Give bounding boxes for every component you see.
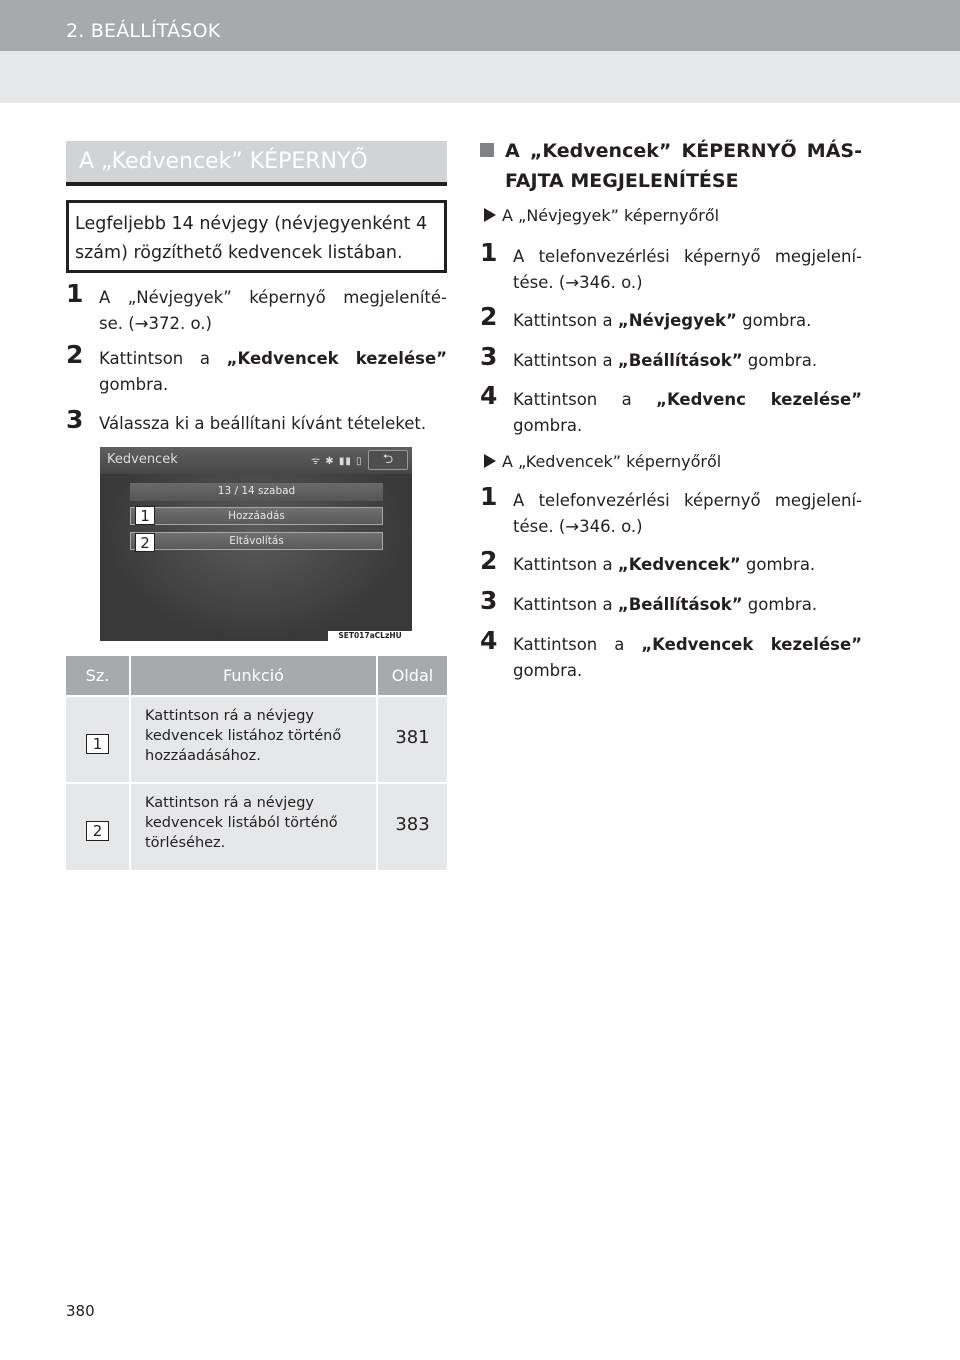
step-text-line1: Kattintson a „Beállítások” gombra. xyxy=(513,595,818,614)
image-code: SET017aCLzHU xyxy=(328,631,412,641)
step-number: 3 xyxy=(66,405,84,434)
chapter-title: 2. BEÁLLÍTÁSOK xyxy=(66,20,221,42)
section-title xyxy=(66,141,447,186)
row-function: Kattintson rá a névjegy kedvencek listából történő törléséhez. xyxy=(130,783,377,870)
step-text-line2: gombra. xyxy=(99,375,169,394)
step-text-line1: Kattintson a „Kedvencek kezelése” xyxy=(513,635,862,654)
step-text-line2: se. (→372. o.) xyxy=(99,314,212,333)
left-step-2 xyxy=(66,340,447,398)
right-g1-step-1 xyxy=(480,238,862,296)
status-icons: ᯤ ✱ ▮▮ ▯ xyxy=(311,456,363,467)
screen-header xyxy=(100,447,412,474)
step-text-line1: Kattintson a „Névjegyek” gombra. xyxy=(513,311,812,330)
button-name: „Kedvencek kezelése” xyxy=(641,635,862,654)
remove-button[interactable]: Eltávolítás xyxy=(130,532,383,550)
callout-2: 2 xyxy=(135,533,155,552)
step-text-line1: Válassza ki a beállítani kívánt tételeket. xyxy=(99,414,427,433)
screen-body xyxy=(100,474,412,641)
right-g1-step-4 xyxy=(480,381,862,439)
back-arrow-icon[interactable]: ⮌ xyxy=(368,450,408,470)
header-no: Sz. xyxy=(66,656,130,696)
button-name: „Beállítások” xyxy=(617,595,743,614)
row-page: 383 xyxy=(377,783,447,870)
row-number: 1 xyxy=(86,734,109,754)
triangle-arrow-icon xyxy=(484,208,496,222)
row-page: 381 xyxy=(377,696,447,783)
step-text-line1: Kattintson a „Kedvencek” gombra. xyxy=(513,555,816,574)
header-function: Funkció xyxy=(130,656,377,696)
function-table xyxy=(66,656,447,870)
row-function: Kattintson rá a névjegy kedvencek listához történő hozzáadásához. xyxy=(130,696,377,783)
button-name: „Kedvenc kezelése” xyxy=(656,390,862,409)
header-page: Oldal xyxy=(377,656,447,696)
right-g2-step-3 xyxy=(480,586,862,618)
button-name: „Kedvencek kezelése” xyxy=(226,349,447,368)
subsection-heading xyxy=(480,136,862,196)
step-text-line1: Kattintson a „Kedvencek kezelése” xyxy=(99,349,447,368)
header-sub-bar xyxy=(0,51,960,103)
step-text-line2: gombra. xyxy=(513,661,583,680)
callout-1: 1 xyxy=(135,506,155,525)
step-number: 3 xyxy=(480,586,498,615)
left-step-3 xyxy=(66,405,447,437)
add-button[interactable]: Hozzáadás xyxy=(130,507,383,525)
step-number: 3 xyxy=(480,342,498,371)
step-number: 2 xyxy=(480,302,498,331)
button-name: „Névjegyek” xyxy=(617,311,737,330)
triangle-arrow-icon xyxy=(484,454,496,468)
step-number: 4 xyxy=(480,381,498,410)
button-name: „Kedvencek” xyxy=(617,555,741,574)
left-step-1 xyxy=(66,279,447,337)
step-number: 4 xyxy=(480,626,498,655)
step-text-line2: tése. (→346. o.) xyxy=(513,273,643,292)
right-g2-step-4 xyxy=(480,626,862,684)
table-row xyxy=(66,696,447,783)
step-number: 1 xyxy=(480,482,498,511)
intro-box: Legfeljebb 14 névjegy (névjegyenként 4 szám) rögzíthető kedvencek listában. xyxy=(66,200,447,273)
step-text-line1: Kattintson a „Beállítások” gombra. xyxy=(513,351,818,370)
square-bullet-icon xyxy=(480,143,494,157)
right-g1-step-3 xyxy=(480,342,862,374)
right-g1-step-2 xyxy=(480,302,862,334)
route-contacts: A „Névjegyek” képernyőről xyxy=(484,205,719,227)
step-text-line2: gombra. xyxy=(513,416,583,435)
step-text-line1: A telefonvezérlési képernyő megjelení- xyxy=(513,491,862,510)
page-number: 380 xyxy=(66,1302,95,1320)
step-number: 1 xyxy=(480,238,498,267)
right-g2-step-2 xyxy=(480,546,862,578)
route-favorites: A „Kedvencek” képernyőről xyxy=(484,451,721,473)
table-header-row xyxy=(66,656,447,696)
subsection-heading-line2: FAJTA MEGJELENÍTÉSE xyxy=(505,170,739,192)
step-text-line1: A telefonvezérlési képernyő megjelení- xyxy=(513,247,862,266)
step-number: 2 xyxy=(480,546,498,575)
subsection-heading-line1: A „Kedvencek” KÉPERNYŐ MÁS- xyxy=(505,140,862,162)
right-g2-step-1 xyxy=(480,482,862,540)
free-count: 13 / 14 szabad xyxy=(130,483,383,501)
table-row xyxy=(66,783,447,870)
step-number: 1 xyxy=(66,279,84,308)
section-title-text: A „Kedvencek” KÉPERNYŐ xyxy=(79,149,368,174)
step-number: 2 xyxy=(66,340,84,369)
step-text-line2: tése. (→346. o.) xyxy=(513,517,643,536)
row-number: 2 xyxy=(86,821,109,841)
step-text-line1: Kattintson a „Kedvenc kezelése” xyxy=(513,390,862,409)
button-name: „Beállítások” xyxy=(617,351,743,370)
step-text-line1: A „Névjegyek” képernyő megjeleníté- xyxy=(99,288,447,307)
screen-title: Kedvencek xyxy=(107,452,178,467)
chapter-header-bar xyxy=(0,0,960,51)
